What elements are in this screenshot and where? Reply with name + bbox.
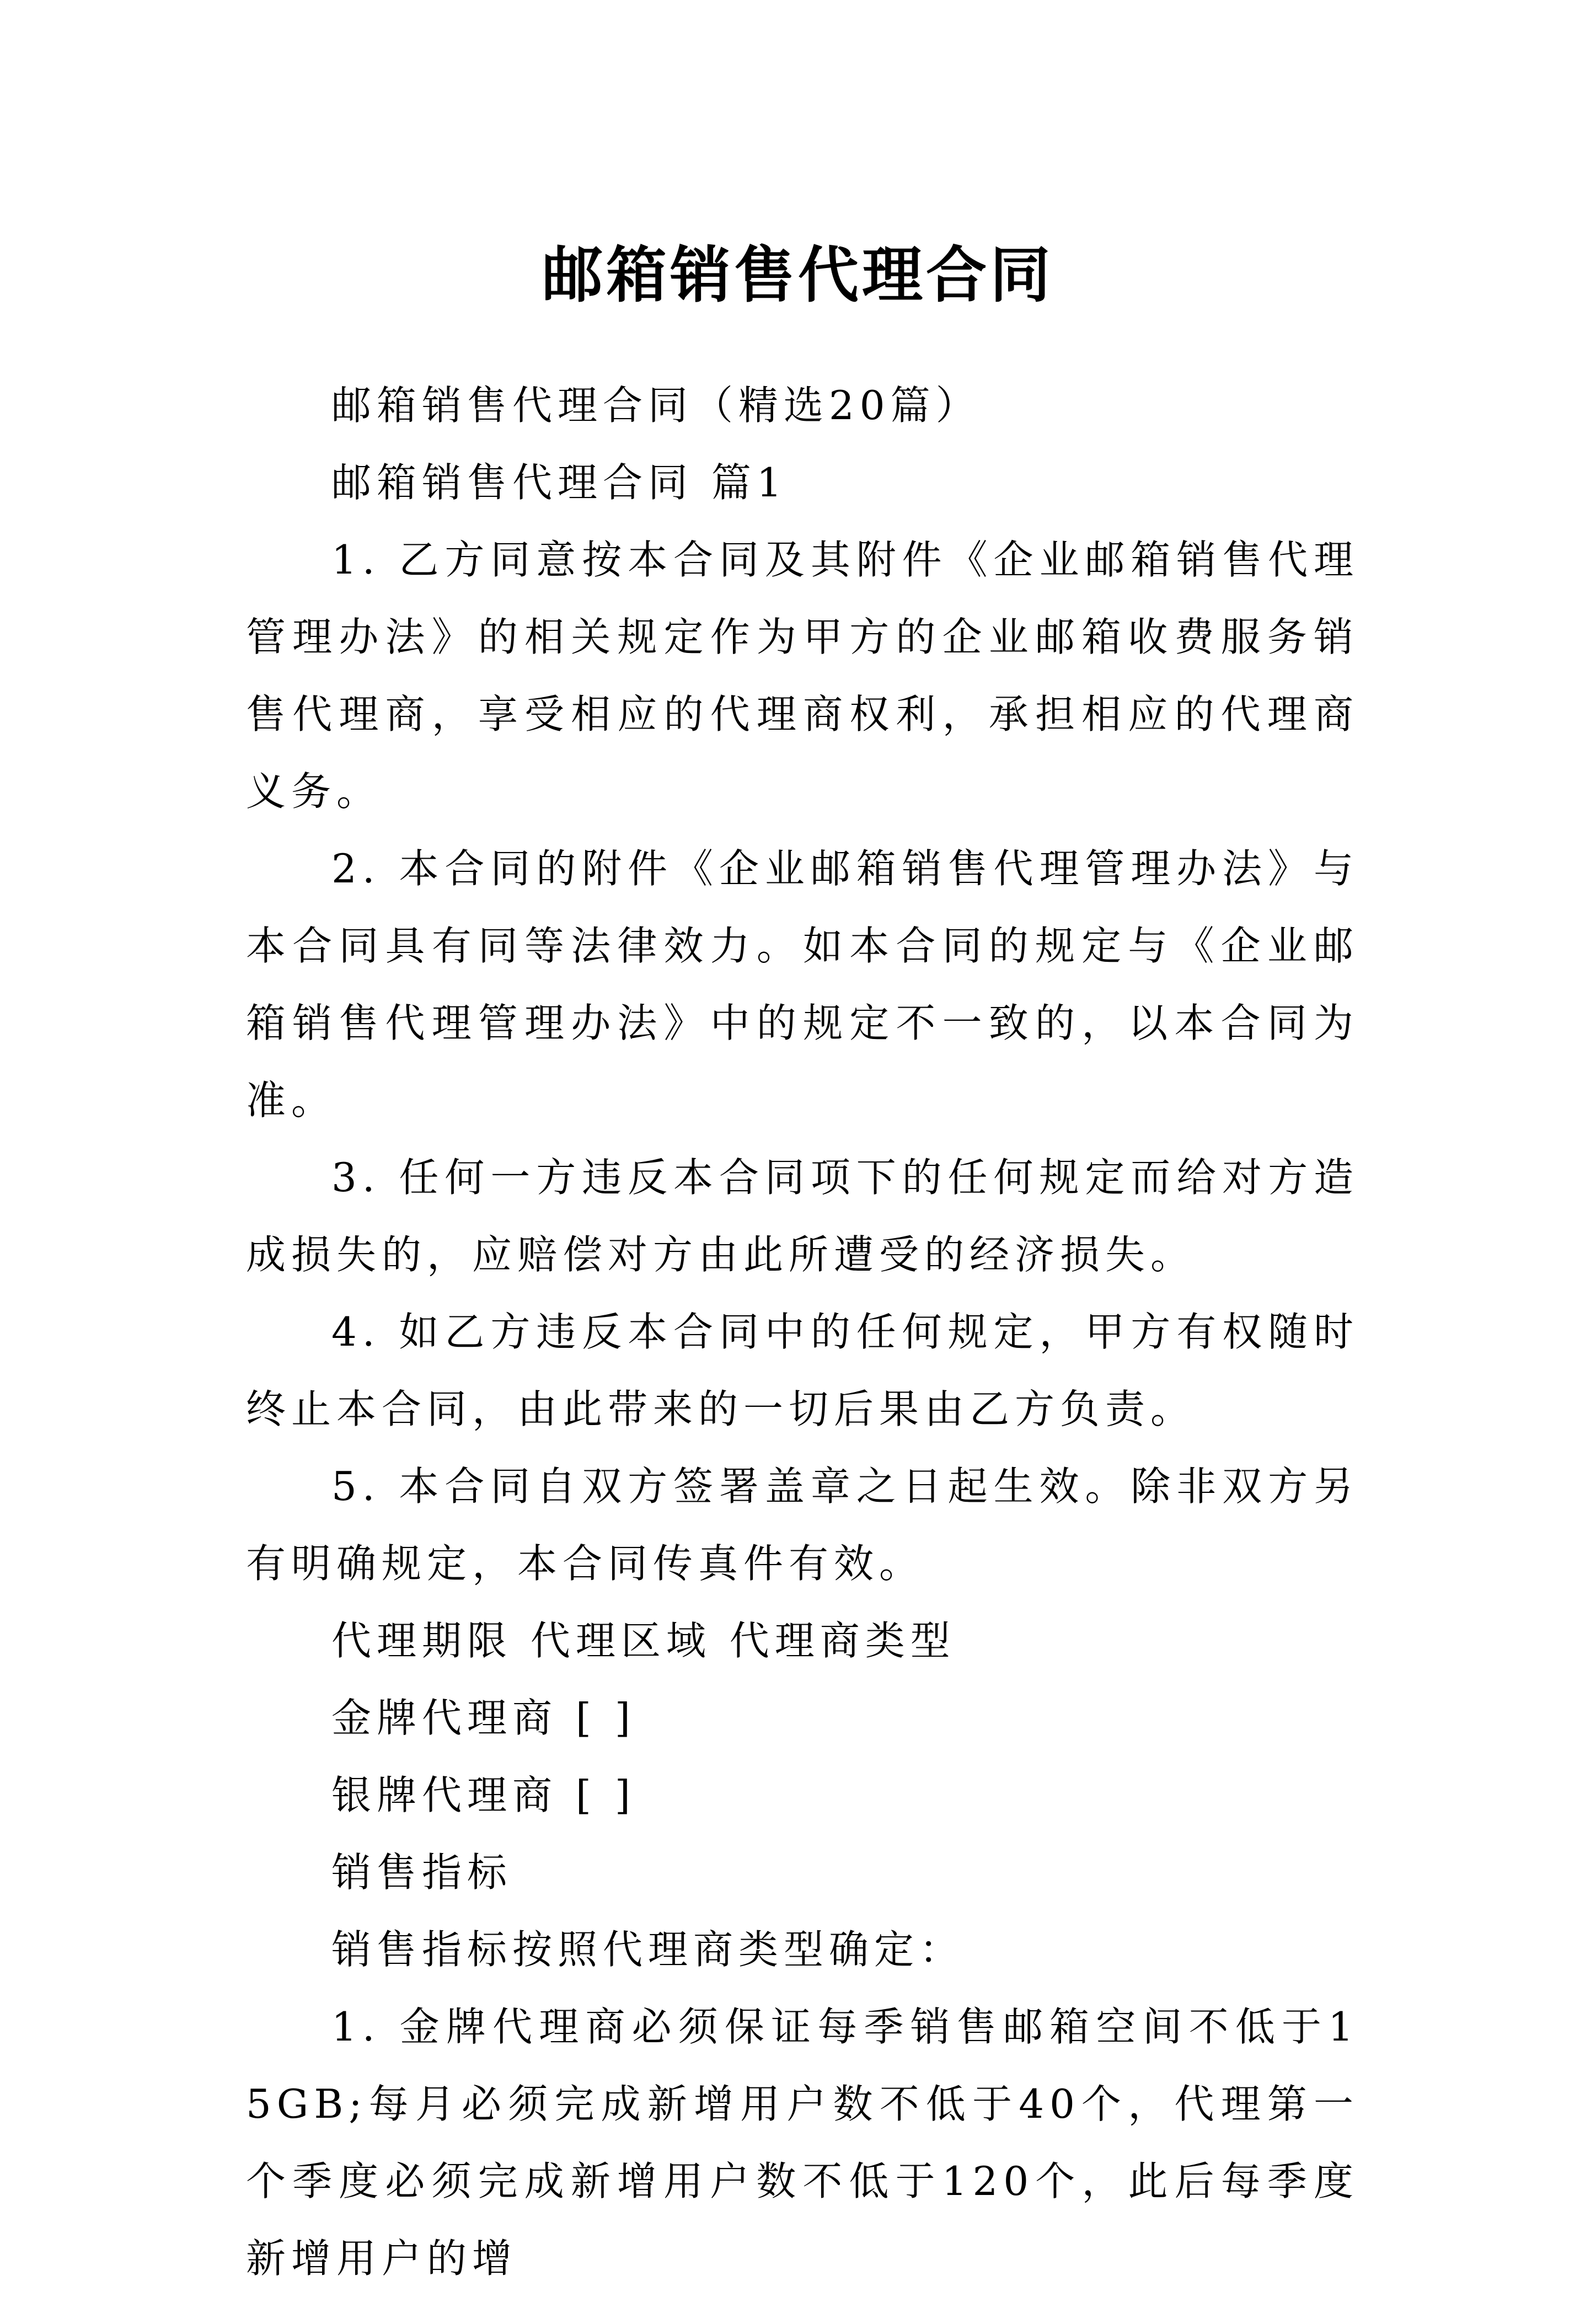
- sales-target-intro: 销售指标按照代理商类型确定：: [331, 1926, 965, 1973]
- sales-target-item-1: 1. 金牌代理商必须保证每季销售邮箱空间不低于15GB;每月必须完成新增用户数不低于40个，代理第一个季度必须完成新增用户数不低于120个，此后每季度新增用户的增: [246, 2004, 1359, 2282]
- sales-target-heading: 销售指标: [331, 1849, 513, 1896]
- silver-agent-option: 银牌代理商 [ ]: [331, 1772, 636, 1818]
- section-heading: 邮箱销售代理合同 篇1: [331, 459, 788, 506]
- document-body: [246, 367, 1359, 2297]
- clause-3-paragraph: 3. 任何一方违反本合同项下的任何规定而给对方造成损失的，应赔偿对方由此所遭受的经济损失。: [246, 1154, 1359, 1278]
- clause-2-paragraph: 2. 本合同的附件《企业邮箱销售代理管理办法》与本合同具有同等法律效力。如本合同的规定与《企业邮箱销售代理管理办法》中的规定不一致的，以本合同为准。: [246, 845, 1359, 1123]
- clause-4-paragraph: 4. 如乙方违反本合同中的任何规定，甲方有权随时终止本合同，由此带来的一切后果由乙方负责。: [246, 1309, 1359, 1432]
- clause-1-paragraph: 1. 乙方同意按本合同及其附件《企业邮箱销售代理管理办法》的相关规定作为甲方的企业邮箱收费服务销售代理商，享受相应的代理商权利，承担相应的代理商义务。: [246, 537, 1359, 815]
- document-title: 邮箱销售代理合同: [542, 239, 1054, 310]
- agency-fields-line: 代理期限 代理区域 代理商类型: [331, 1618, 956, 1664]
- gold-agent-option: 金牌代理商 [ ]: [331, 1695, 636, 1741]
- subtitle-paragraph: 邮箱销售代理合同（精选20篇）: [331, 382, 981, 429]
- clause-5-paragraph: 5. 本合同自双方签署盖章之日起生效。除非双方另有明确规定，本合同传真件有效。: [246, 1463, 1359, 1587]
